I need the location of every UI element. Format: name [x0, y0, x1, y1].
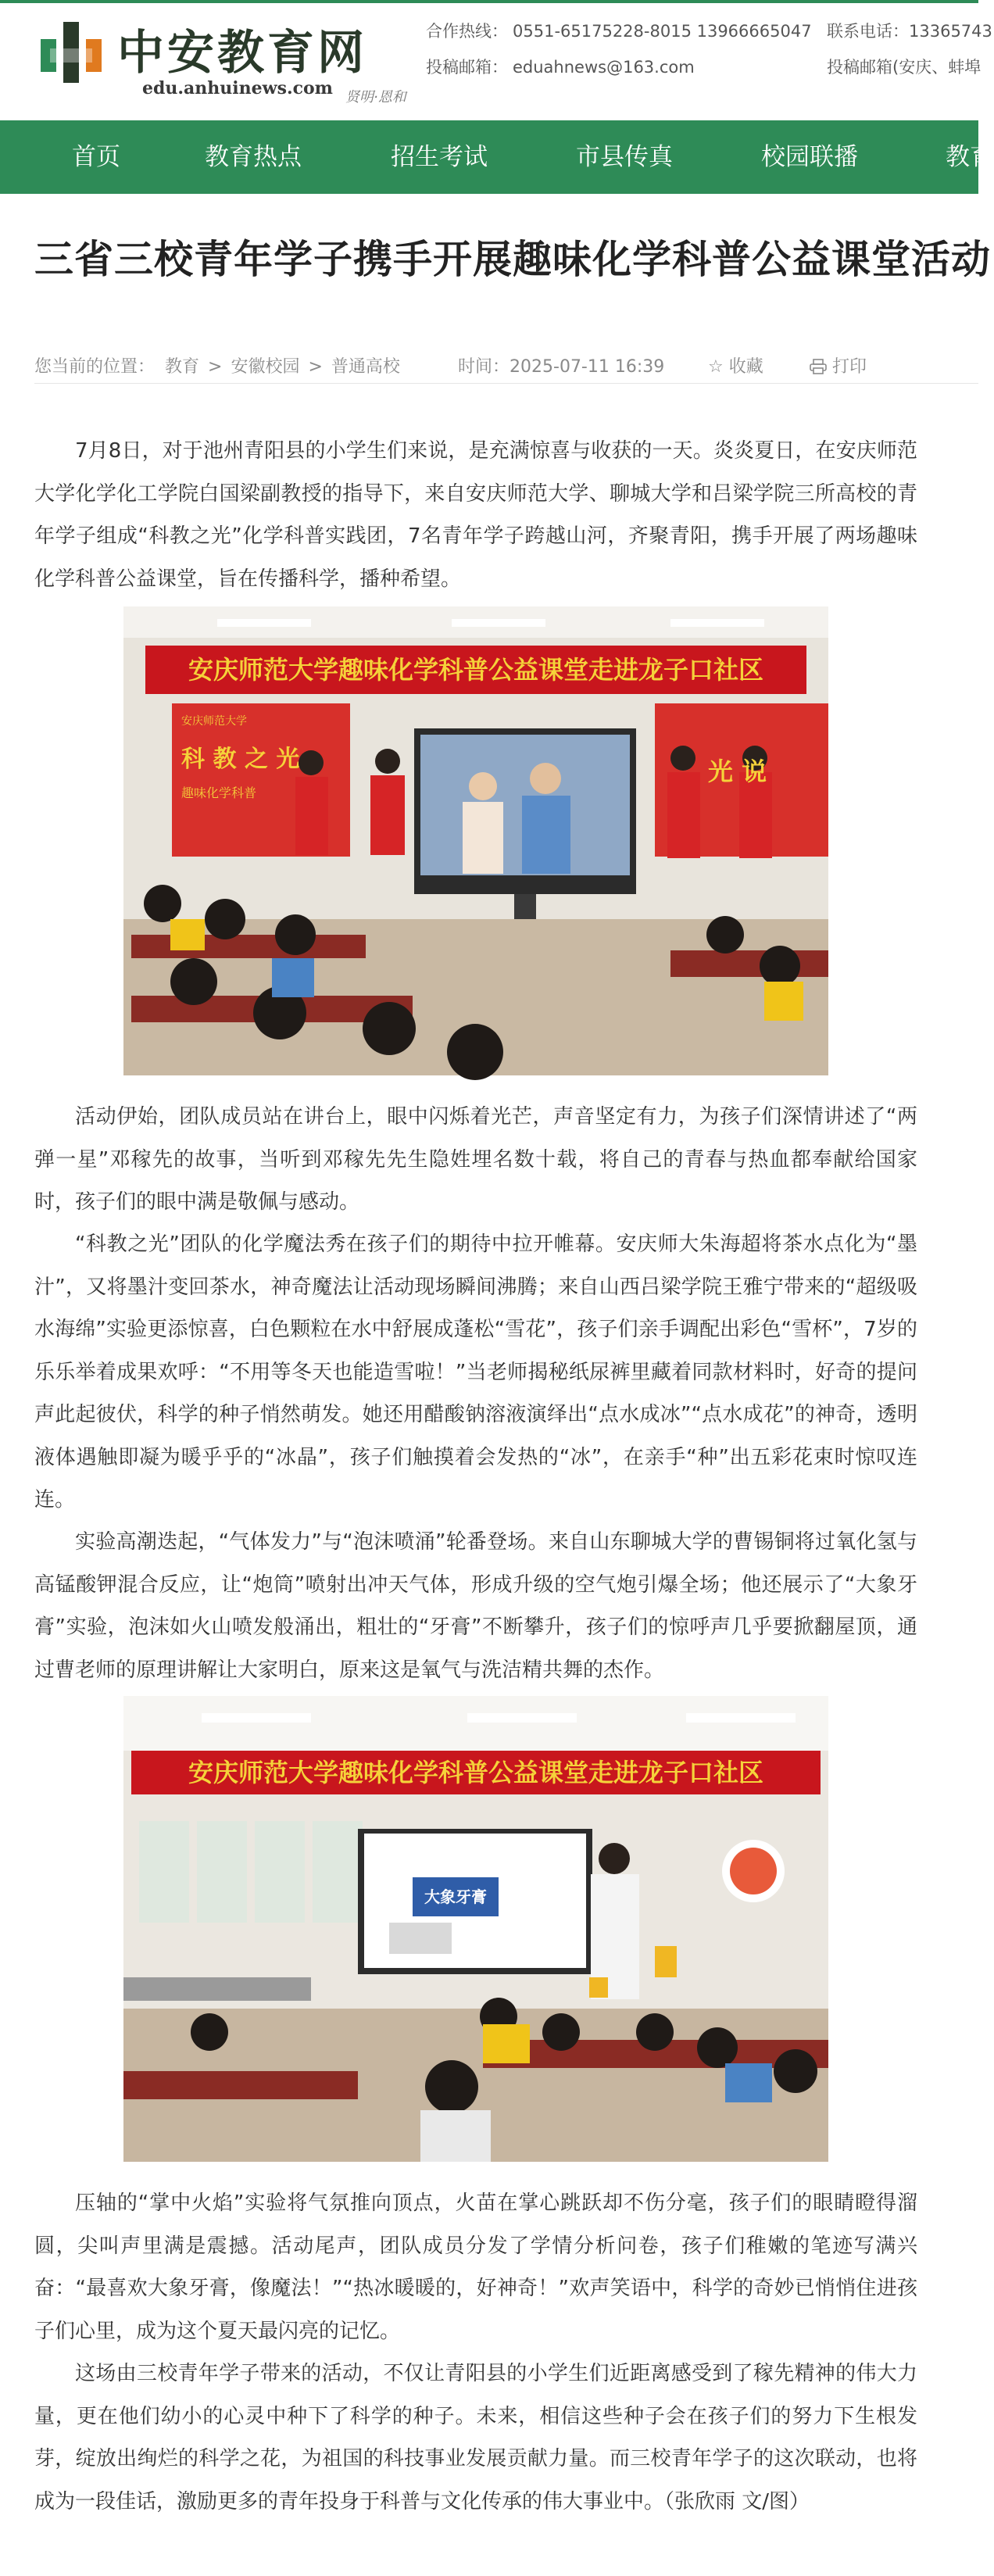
- email2-line: 投稿邮箱(安庆、蚌埠: [827, 58, 981, 77]
- photo-banner-text: 安庆师范大学趣味化学科普公益课堂走进龙子口社区: [188, 655, 763, 685]
- left-poster-caption: 安庆师范大学: [181, 715, 247, 728]
- contact2-line: [827, 19, 992, 42]
- site-url[interactable]: edu.anhuinews.com: [142, 78, 333, 98]
- nav-item-home[interactable]: 首页: [72, 143, 120, 171]
- screen-text: 大象牙膏: [424, 1887, 487, 1906]
- favorite-button[interactable]: [708, 353, 763, 377]
- photo-banner-text: 安庆师范大学趣味化学科普公益课堂走进龙子口社区: [188, 1758, 763, 1787]
- breadcrumb-separator: >: [208, 357, 223, 377]
- breadcrumb-separator: >: [308, 357, 323, 377]
- star-icon: ☆: [708, 357, 724, 377]
- time-label: 时间：: [458, 357, 510, 377]
- phone-label: 合作热线：: [426, 22, 508, 41]
- contact2-label: 联系电话：: [827, 22, 909, 41]
- nav-item-campus[interactable]: 校园联播: [761, 143, 858, 171]
- nav-item-hot[interactable]: 教育热点: [205, 143, 302, 171]
- article-paragraph: 实验高潮迭起，“气体发力”与“泡沫喷涌”轮番登场。来自山东聊城大学的曹锡铜将过氧化氢与高锰酸钾混合反应，让“炮筒”喷射出冲天气体，形成升级的空气炮引爆全场；他还展示了“大象牙膏”实验，泡沫如火山喷发般涌出，粗壮的“牙膏”不断攀升，孩子们的惊呼声几乎要掀翻屋顶，通过曹老师的原理讲解让大家明白，原来这是氧气与洗洁精共舞的杰作。: [34, 1530, 917, 1682]
- print-label: 打印: [832, 357, 867, 377]
- phone-value: 0551-65175228-8015 13966665047: [513, 22, 812, 41]
- breadcrumb-link-edu[interactable]: 教育: [165, 357, 200, 377]
- article-paragraph: 活动伊始，团队成员站在讲台上，眼中闪烁着光芒，声音坚定有力，为孩子们深情讲述了“两弹一星”邓稼先的故事，当听到邓稼先先生隐姓埋名数十载，将自己的青春与热血都奉献给国家时，孩子们的眼中满是敬佩与感动。: [34, 1105, 917, 1214]
- right-poster-title: 光 说: [708, 757, 767, 786]
- article-paragraph: 7月8日，对于池州青阳县的小学生们来说，是充满惊喜与收获的一天。炎炎夏日，在安庆师范大学化学化工学院白国梁副教授的指导下，来自安庆师范大学、聊城大学和吕梁学院三所高校的青年学子组成“科教之光”化学科普实践团，7名青年学子跨越山河，齐聚青阳，携手开展了两场趣味化学科普公益课堂，旨在传播科学，播种希望。: [34, 439, 917, 591]
- breadcrumb-link-campus[interactable]: 安徽校园: [231, 357, 300, 377]
- article-photo-experiment: [123, 1696, 828, 2162]
- breadcrumb-link-university[interactable]: 普通高校: [331, 357, 400, 377]
- nav-item-county[interactable]: 市县传真: [576, 143, 673, 171]
- article-paragraph: 压轴的“掌中火焰”实验将气氛推向顶点，火苗在掌心跳跃却不伤分毫，孩子们的眼睛瞪得溜圆，尖叫声里满是震撼。活动尾声，团队成员分发了学情分析问卷，孩子们稚嫩的笔迹写满兴奋：“最喜欢大象牙膏，像魔法！”“热冰暖暖的，好神奇！”欢声笑语中，科学的奇妙已悄悄住进孩子们心里，成为这个夏天最闪亮的记忆。: [34, 2191, 917, 2343]
- main-nav: [0, 120, 994, 194]
- printer-icon: [810, 359, 827, 374]
- site-name[interactable]: 中安教育网: [117, 26, 367, 80]
- contact2-value: 13365743: [909, 22, 992, 41]
- publish-time: [458, 353, 664, 377]
- site-logo-icon[interactable]: [41, 22, 102, 83]
- nav-item-exam[interactable]: 招生考试: [391, 143, 488, 171]
- email-value[interactable]: eduahnews@163.com: [513, 58, 695, 77]
- phone-line: [426, 19, 812, 42]
- article-photo-classroom: [123, 606, 828, 1075]
- site-signature: 贤明·恩和: [345, 89, 406, 106]
- left-poster-title: 科 教 之 光: [181, 746, 300, 773]
- left-poster-subtitle: 趣味化学科普: [181, 785, 257, 800]
- email-label: 投稿邮箱：: [426, 58, 508, 77]
- email-line: [426, 55, 695, 78]
- nav-item-edu[interactable]: 教育: [946, 143, 994, 171]
- time-value: 2025-07-11 16:39: [510, 357, 665, 377]
- print-button[interactable]: [810, 353, 867, 377]
- article-paragraph: “科教之光”团队的化学魔法秀在孩子们的期待中拉开帷幕。安庆师大朱海超将茶水点化为“墨汁”，又将墨汁变回茶水，神奇魔法让活动现场瞬间沸腾；来自山西吕梁学院王雅宁带来的“超级吸水海绵”实验更添惊喜，白色颗粒在水中舒展成蓬松“雪花”，孩子们亲手调配出彩色“雪杯”，7岁的乐乐举着成果欢呼：“不用等冬天也能造雪啦！”当老师揭秘纸尿裤里藏着同款材料时，好奇的提问声此起彼伏，科学的种子悄然萌发。她还用醋酸钠溶液演绎出“点水成冰”“点水成花”的神奇，透明液体遇触即凝为暖乎乎的“冰晶”，孩子们触摸着会发热的“冰”，在亲手“种”出五彩花束时惊叹连连。: [34, 1233, 917, 1512]
- favorite-label: 收藏: [728, 357, 763, 377]
- site-header: [0, 3, 992, 120]
- meta-divider: [34, 383, 978, 384]
- article-title: 三省三校青年学子携手开展趣味化学科普公益课堂活动: [34, 237, 991, 282]
- breadcrumb: [34, 353, 400, 377]
- article-paragraph: 这场由三校青年学子带来的活动，不仅让青阳县的小学生们近距离感受到了稼先精神的伟大力量，更在他们幼小的心灵中种下了科学的种子。未来，相信这些种子会在孩子们的努力下生根发芽，绽放出绚烂的科学之花，为祖国的科技事业发展贡献力量。而三校青年学子的这次联动，也将成为一段佳话，激励更多的青年投身于科普与文化传承的伟大事业中。（张欣雨 文/图）: [34, 2362, 917, 2513]
- breadcrumb-label: 您当前的位置：: [34, 357, 156, 377]
